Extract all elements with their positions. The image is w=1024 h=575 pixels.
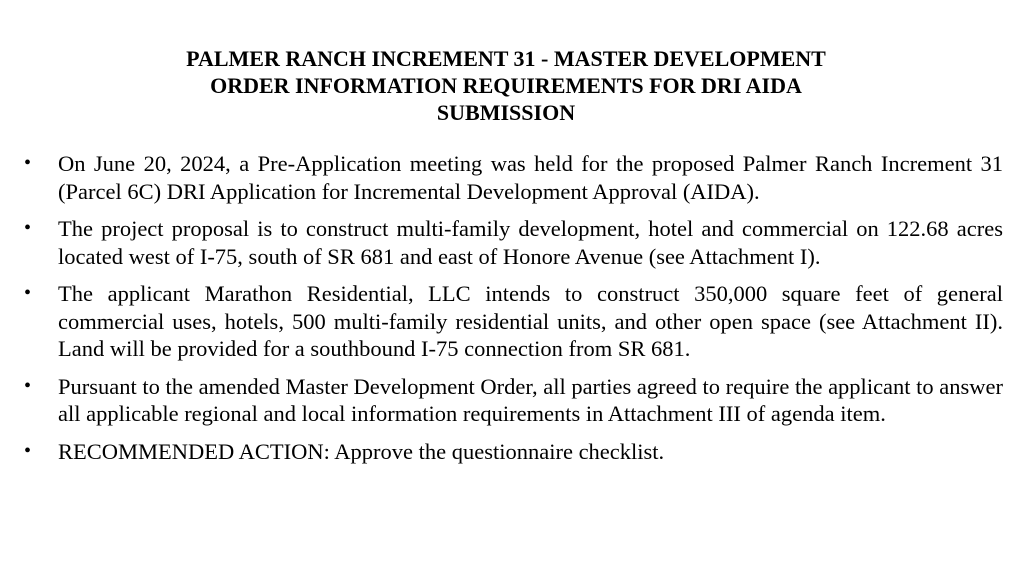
title-line: PALMER RANCH INCREMENT 31 - MASTER DEVELOPMENT <box>186 46 826 71</box>
bullet-list <box>24 150 1003 475</box>
bullet-text: The applicant Marathon Residential, LLC intends to construct 350,000 square feet of general commercial uses, hotels, 500 multi-family residential units, and other open space (see Attachment II). Land will be provided for a southbound I-75 connection from SR 681. <box>58 281 1003 361</box>
slide-title <box>120 45 892 126</box>
bullet-text: The project proposal is to construct multi-family development, hotel and commercial on 122.68 acres located west of I-75, south of SR 681 and east of Honore Avenue (see Attachment I). <box>58 216 1003 269</box>
bullet-text: Pursuant to the amended Master Development Order, all parties agreed to require the applicant to answer all applicable regional and local information requirements in Attachment III of agenda item. <box>58 373 1004 426</box>
bullet-icon: • <box>24 439 32 462</box>
title-line: ORDER INFORMATION REQUIREMENTS FOR DRI AIDA <box>210 73 802 98</box>
bullet-icon: • <box>24 282 32 304</box>
bullet-icon: • <box>24 152 32 174</box>
bullet-icon: • <box>24 374 32 397</box>
bullet-text: On June 20, 2024, a Pre-Application meeting was held for the proposed Palmer Ranch Increment 31 (Parcel 6C) DRI Application for Incremental Development Approval (AIDA). <box>58 151 1003 204</box>
bullet-item-applicant <box>24 280 1003 363</box>
bullet-item-recommended-action <box>24 438 1003 466</box>
bullet-item-project-proposal <box>24 215 1003 270</box>
bullet-text: RECOMMENDED ACTION: Approve the questionnaire checklist. <box>58 438 665 464</box>
bullet-item-master-development-order <box>24 373 1003 428</box>
bullet-icon: • <box>24 217 32 239</box>
bullet-item-pre-application-meeting <box>24 150 1003 205</box>
title-line: SUBMISSION <box>436 100 576 125</box>
